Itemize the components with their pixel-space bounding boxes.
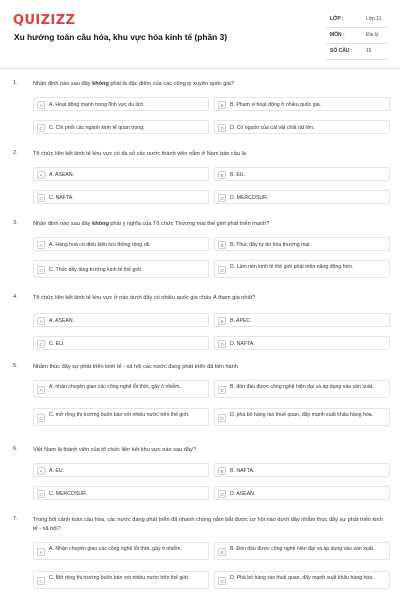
- meta-row-count: [326, 44, 388, 60]
- question-number: 4.: [13, 294, 18, 300]
- option-4d[interactable]: [214, 336, 390, 350]
- meta-key: MÔN :: [330, 32, 345, 38]
- option-1d[interactable]: [214, 120, 390, 134]
- option-text: D. NAFTA.: [230, 340, 255, 347]
- option-letter: B: [218, 101, 226, 109]
- option-letter: D: [218, 266, 226, 274]
- option-letter: A: [37, 386, 45, 394]
- option-text: C. EU.: [49, 340, 65, 347]
- option-letter: B: [218, 548, 226, 556]
- option-text: B. Phạm vi hoạt động ở nhiều quốc gia.: [230, 101, 322, 108]
- option-letter: A: [37, 548, 45, 556]
- option-letter: B: [218, 171, 226, 179]
- option-letter: A: [37, 317, 45, 325]
- option-letter: D: [218, 340, 226, 348]
- option-text: C. Mở rộng thị trường buôn bán với nhiều nước trên thế giới.: [49, 574, 190, 581]
- option-4c[interactable]: [33, 336, 209, 350]
- question-text: Trong bối cảnh toàn cầu hóa, các nước đang phát triển đã nhanh chóng nắm bắt được cơ hội nào dưới đây nhằm thúc đẩy sự phát triển kinh tế - xã hội?: [33, 517, 383, 532]
- question-text: Nhận định nào sau đây không phải là đặc điểm của các công ty xuyên quốc gia?: [33, 81, 234, 87]
- meta-key: LỚP :: [330, 16, 344, 22]
- option-7d[interactable]: [214, 571, 390, 589]
- option-6c[interactable]: [33, 486, 209, 500]
- worksheet-meta: [326, 12, 388, 60]
- option-text: B. EU.: [230, 171, 245, 178]
- question-number: 7.: [13, 516, 18, 522]
- option-7c[interactable]: [33, 571, 209, 589]
- option-6a[interactable]: [33, 463, 209, 477]
- option-2b[interactable]: [214, 167, 390, 181]
- option-text: A. ASEAN.: [49, 171, 75, 178]
- option-letter: C: [37, 194, 45, 202]
- meta-value: 15: [366, 48, 372, 54]
- worksheet-header: [0, 0, 400, 68]
- option-letter: C: [37, 577, 45, 585]
- worksheet-title: Xu hướng toàn cầu hóa, khu vực hóa kinh tế (phần 3): [14, 32, 228, 42]
- option-3b[interactable]: [214, 237, 390, 251]
- option-4b[interactable]: [214, 313, 390, 327]
- option-2a[interactable]: [33, 167, 209, 181]
- option-text: B. Thúc đẩy tự do hóa thương mại.: [230, 241, 311, 248]
- option-letter: A: [37, 101, 45, 109]
- option-text: D. MERCOSUR.: [230, 194, 269, 201]
- meta-row-class: [326, 12, 388, 28]
- option-7b[interactable]: [214, 542, 390, 560]
- question-number: 5.: [13, 363, 18, 369]
- question-text: Việt Nam là thành viên của tổ chức liên kết khu vực nào sau đây?: [33, 447, 196, 453]
- option-letter: D: [218, 414, 226, 422]
- option-text: A. ASEAN.: [49, 317, 75, 324]
- option-text: B. NAFTA.: [230, 467, 255, 474]
- option-text: B. Đón đầu được công nghệ hiện đại và áp dụng vào sản xuất.: [230, 545, 375, 552]
- option-3c[interactable]: [33, 260, 209, 278]
- meta-row-subject: [326, 28, 388, 44]
- option-letter: C: [37, 414, 45, 422]
- option-letter: C: [37, 124, 45, 132]
- option-letter: C: [37, 340, 45, 348]
- option-6b[interactable]: [214, 463, 390, 477]
- option-letter: B: [218, 317, 226, 325]
- option-3d[interactable]: [214, 260, 390, 278]
- question-text: Nhằm thúc đẩy sự phát triển kinh tế - xã hội các nước đang phát triển đã tiến hành: [33, 364, 238, 370]
- option-text: A. nhận chuyển giao các công nghệ lỗi thời, gây ô nhiễm.: [49, 383, 182, 390]
- option-text: B. đón đầu được công nghệ hiện đại và áp dụng vào sản xuất.: [230, 383, 374, 390]
- option-text: C. mở rộng thị trường buôn bán với nhiều nước trên thế giới.: [49, 411, 190, 418]
- option-1b[interactable]: [214, 97, 390, 111]
- option-text: D. Làm nền kinh tế thế giới phát triển năng động hơn.: [230, 263, 354, 270]
- option-5d[interactable]: [214, 408, 390, 426]
- option-letter: D: [218, 490, 226, 498]
- option-letter: A: [37, 171, 45, 179]
- question-number: 3.: [13, 220, 18, 226]
- option-text: A. Nhận chuyển giao các công nghệ lỗi thời, gây ô nhiễm.: [49, 545, 182, 552]
- meta-value: Lớp 11: [366, 16, 382, 22]
- option-letter: B: [218, 467, 226, 475]
- option-1a[interactable]: [33, 97, 209, 111]
- question-number: 6.: [13, 446, 18, 452]
- quizizz-logo: QUIZIZZ: [13, 13, 76, 28]
- option-letter: C: [37, 490, 45, 498]
- option-5b[interactable]: [214, 380, 390, 398]
- option-letter: A: [37, 241, 45, 249]
- option-text: A. Hàng hoá có điều kiện lưu thông rộng rãi.: [49, 241, 151, 248]
- option-text: B. APEC.: [230, 317, 252, 324]
- meta-key: SỐ CÂU :: [330, 48, 353, 54]
- option-6d[interactable]: [214, 486, 390, 500]
- option-text: C. MERCOSUR.: [49, 490, 88, 497]
- header-divider: [0, 68, 400, 69]
- option-2d[interactable]: [214, 190, 390, 204]
- option-3a[interactable]: [33, 237, 209, 251]
- option-4a[interactable]: [33, 313, 209, 327]
- option-1c[interactable]: [33, 120, 209, 134]
- question-number: 1.: [13, 80, 18, 86]
- option-text: C. Chi phối các ngành kinh tế quan trọng.: [49, 124, 145, 131]
- option-5c[interactable]: [33, 408, 209, 426]
- question-text: Tổ chức liên kết kinh tế khu vực có đa số các nước thành viên nằm ở Nam bán cầu là: [33, 151, 246, 157]
- option-letter: C: [37, 266, 45, 274]
- option-text: C. NAFTA.: [49, 194, 74, 201]
- option-text: A. Hoạt động mạnh trong lĩnh vực du lịch.: [49, 101, 145, 108]
- option-text: D. Phá bỏ hàng rào thuế quan, đẩy mạnh xuất khẩu hàng hóa.: [230, 574, 374, 581]
- option-letter: D: [218, 124, 226, 132]
- meta-value: Địa lý: [366, 32, 379, 38]
- option-letter: D: [218, 194, 226, 202]
- question-number: 2.: [13, 150, 18, 156]
- option-letter: D: [218, 577, 226, 585]
- question-text: Nhận định nào sau đây không phải ý nghĩa của Tổ chức Thương mại thế giới phát triển mạnh?: [33, 221, 270, 227]
- option-text: A. EU.: [49, 467, 64, 474]
- option-letter: B: [218, 386, 226, 394]
- option-letter: B: [218, 241, 226, 249]
- option-7a[interactable]: [33, 542, 209, 560]
- option-5a[interactable]: [33, 380, 209, 398]
- option-text: D. ASEAN.: [230, 490, 256, 497]
- option-letter: A: [37, 467, 45, 475]
- option-2c[interactable]: [33, 190, 209, 204]
- option-text: C. Thúc đẩy tăng trưởng kinh tế thế giới.: [49, 266, 143, 273]
- question-text: Tổ chức liên kết kinh tế khu vực ở nào dưới đây có nhiều quốc gia châu Á tham gia nhất?: [33, 295, 256, 301]
- option-text: D. phá bỏ hàng rào thuế quan, đẩy mạnh xuất khẩu hàng hóa.: [230, 411, 374, 418]
- option-text: D. Có nguồn của cải vật chất rất lớn.: [230, 124, 315, 131]
